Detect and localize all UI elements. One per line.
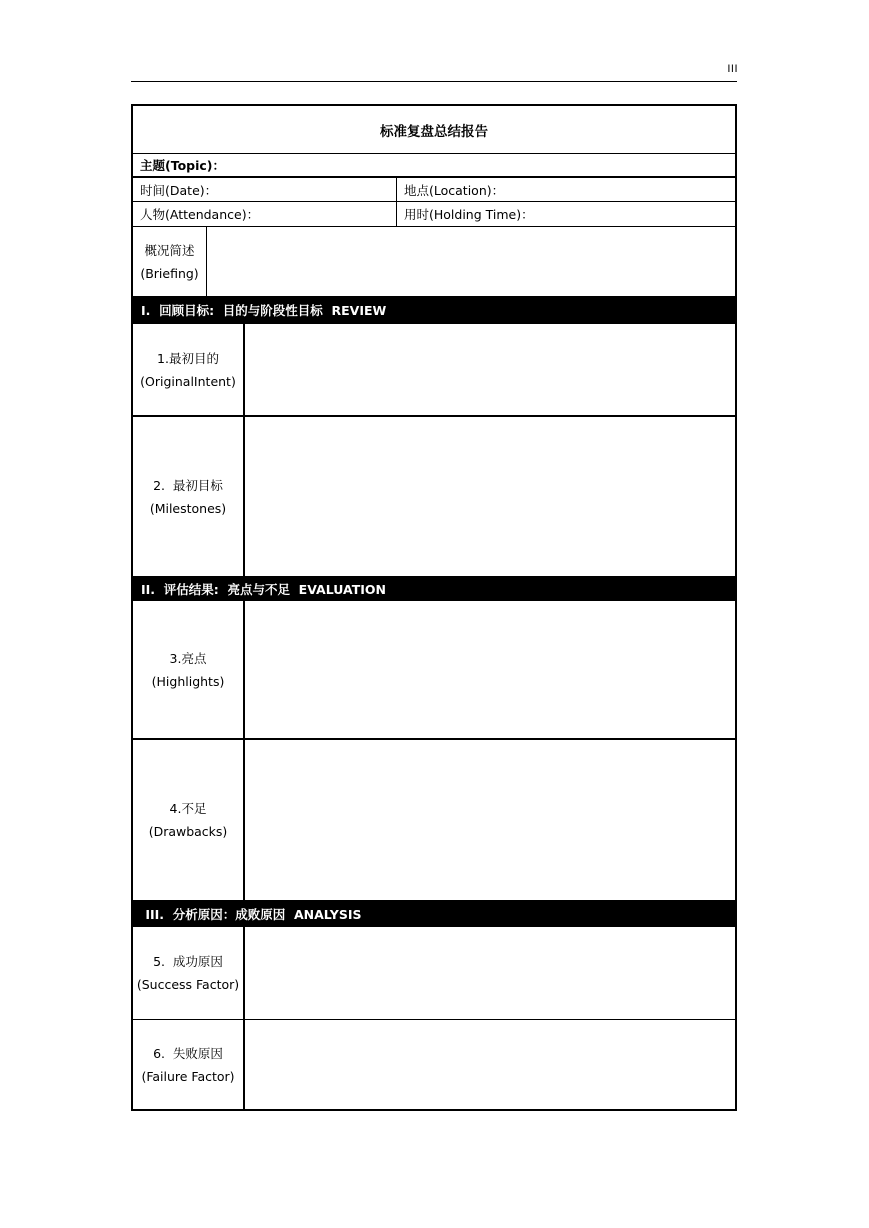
section-review-heading: I. 回顾目标: 目的与阶段性目标 REVIEW bbox=[133, 296, 735, 324]
item-failure-factor bbox=[133, 1020, 735, 1109]
item-content[interactable] bbox=[245, 324, 735, 415]
item-label-cn: 6. 失败原因 bbox=[153, 1045, 223, 1061]
briefing-content[interactable] bbox=[207, 227, 735, 296]
section-evaluation-heading: II. 评估结果: 亮点与不足 EVALUATION bbox=[133, 576, 735, 601]
item-label bbox=[133, 927, 245, 1019]
item-highlights bbox=[133, 601, 735, 740]
attendance-field[interactable]: 人物(Attendance)： bbox=[133, 202, 397, 226]
section-analysis-heading: III. 分析原因：成败原因 ANALYSIS bbox=[133, 900, 735, 927]
item-content[interactable] bbox=[245, 927, 735, 1019]
item-content[interactable] bbox=[245, 1020, 735, 1109]
item-label-cn: 4.不足 bbox=[169, 801, 207, 816]
item-label-cn: 1.最初目的 bbox=[157, 350, 219, 366]
item-label bbox=[133, 1020, 245, 1109]
holding-time-field[interactable]: 用时(Holding Time)： bbox=[404, 207, 534, 222]
item-label-cn: 3.亮点 bbox=[169, 650, 207, 666]
review-report-form bbox=[131, 104, 737, 1111]
item-label bbox=[133, 740, 245, 900]
item-milestones bbox=[133, 417, 735, 576]
header-rule bbox=[131, 81, 737, 82]
item-label bbox=[133, 324, 245, 415]
briefing-label bbox=[133, 227, 207, 296]
item-label-en: (Failure Factor) bbox=[141, 1068, 235, 1084]
item-content[interactable] bbox=[245, 601, 735, 738]
form-title: 标准复盘总结报告 bbox=[133, 106, 735, 154]
item-label bbox=[133, 417, 245, 576]
item-original-intent bbox=[133, 324, 735, 417]
item-label bbox=[133, 601, 245, 738]
item-label-cn: 2. 最初目标 bbox=[153, 477, 223, 493]
item-label-en: (OriginalIntent) bbox=[140, 373, 236, 389]
topic-field[interactable]: 主题(Topic)： bbox=[133, 154, 735, 178]
location-field[interactable]: 地点(Location)： bbox=[404, 182, 505, 198]
attendance-time-row bbox=[133, 202, 735, 227]
briefing-label-en: (Briefing) bbox=[140, 265, 199, 281]
date-field[interactable]: 时间(Date)： bbox=[133, 178, 397, 201]
item-label-en: (Success Factor) bbox=[136, 977, 240, 992]
briefing-row bbox=[133, 227, 735, 296]
briefing-label-cn: 概况简述 bbox=[144, 242, 195, 258]
item-success-factor bbox=[133, 927, 735, 1020]
item-label-en: (Drawbacks) bbox=[148, 824, 228, 839]
item-drawbacks bbox=[133, 740, 735, 900]
item-label-en: (Highlights) bbox=[151, 673, 225, 689]
page-number: III bbox=[727, 63, 738, 75]
item-content[interactable] bbox=[245, 740, 735, 900]
date-location-row bbox=[133, 178, 735, 202]
item-label-cn: 5. 成功原因 bbox=[153, 954, 223, 969]
item-label-en: (Milestones) bbox=[149, 500, 227, 516]
item-content[interactable] bbox=[245, 417, 735, 576]
